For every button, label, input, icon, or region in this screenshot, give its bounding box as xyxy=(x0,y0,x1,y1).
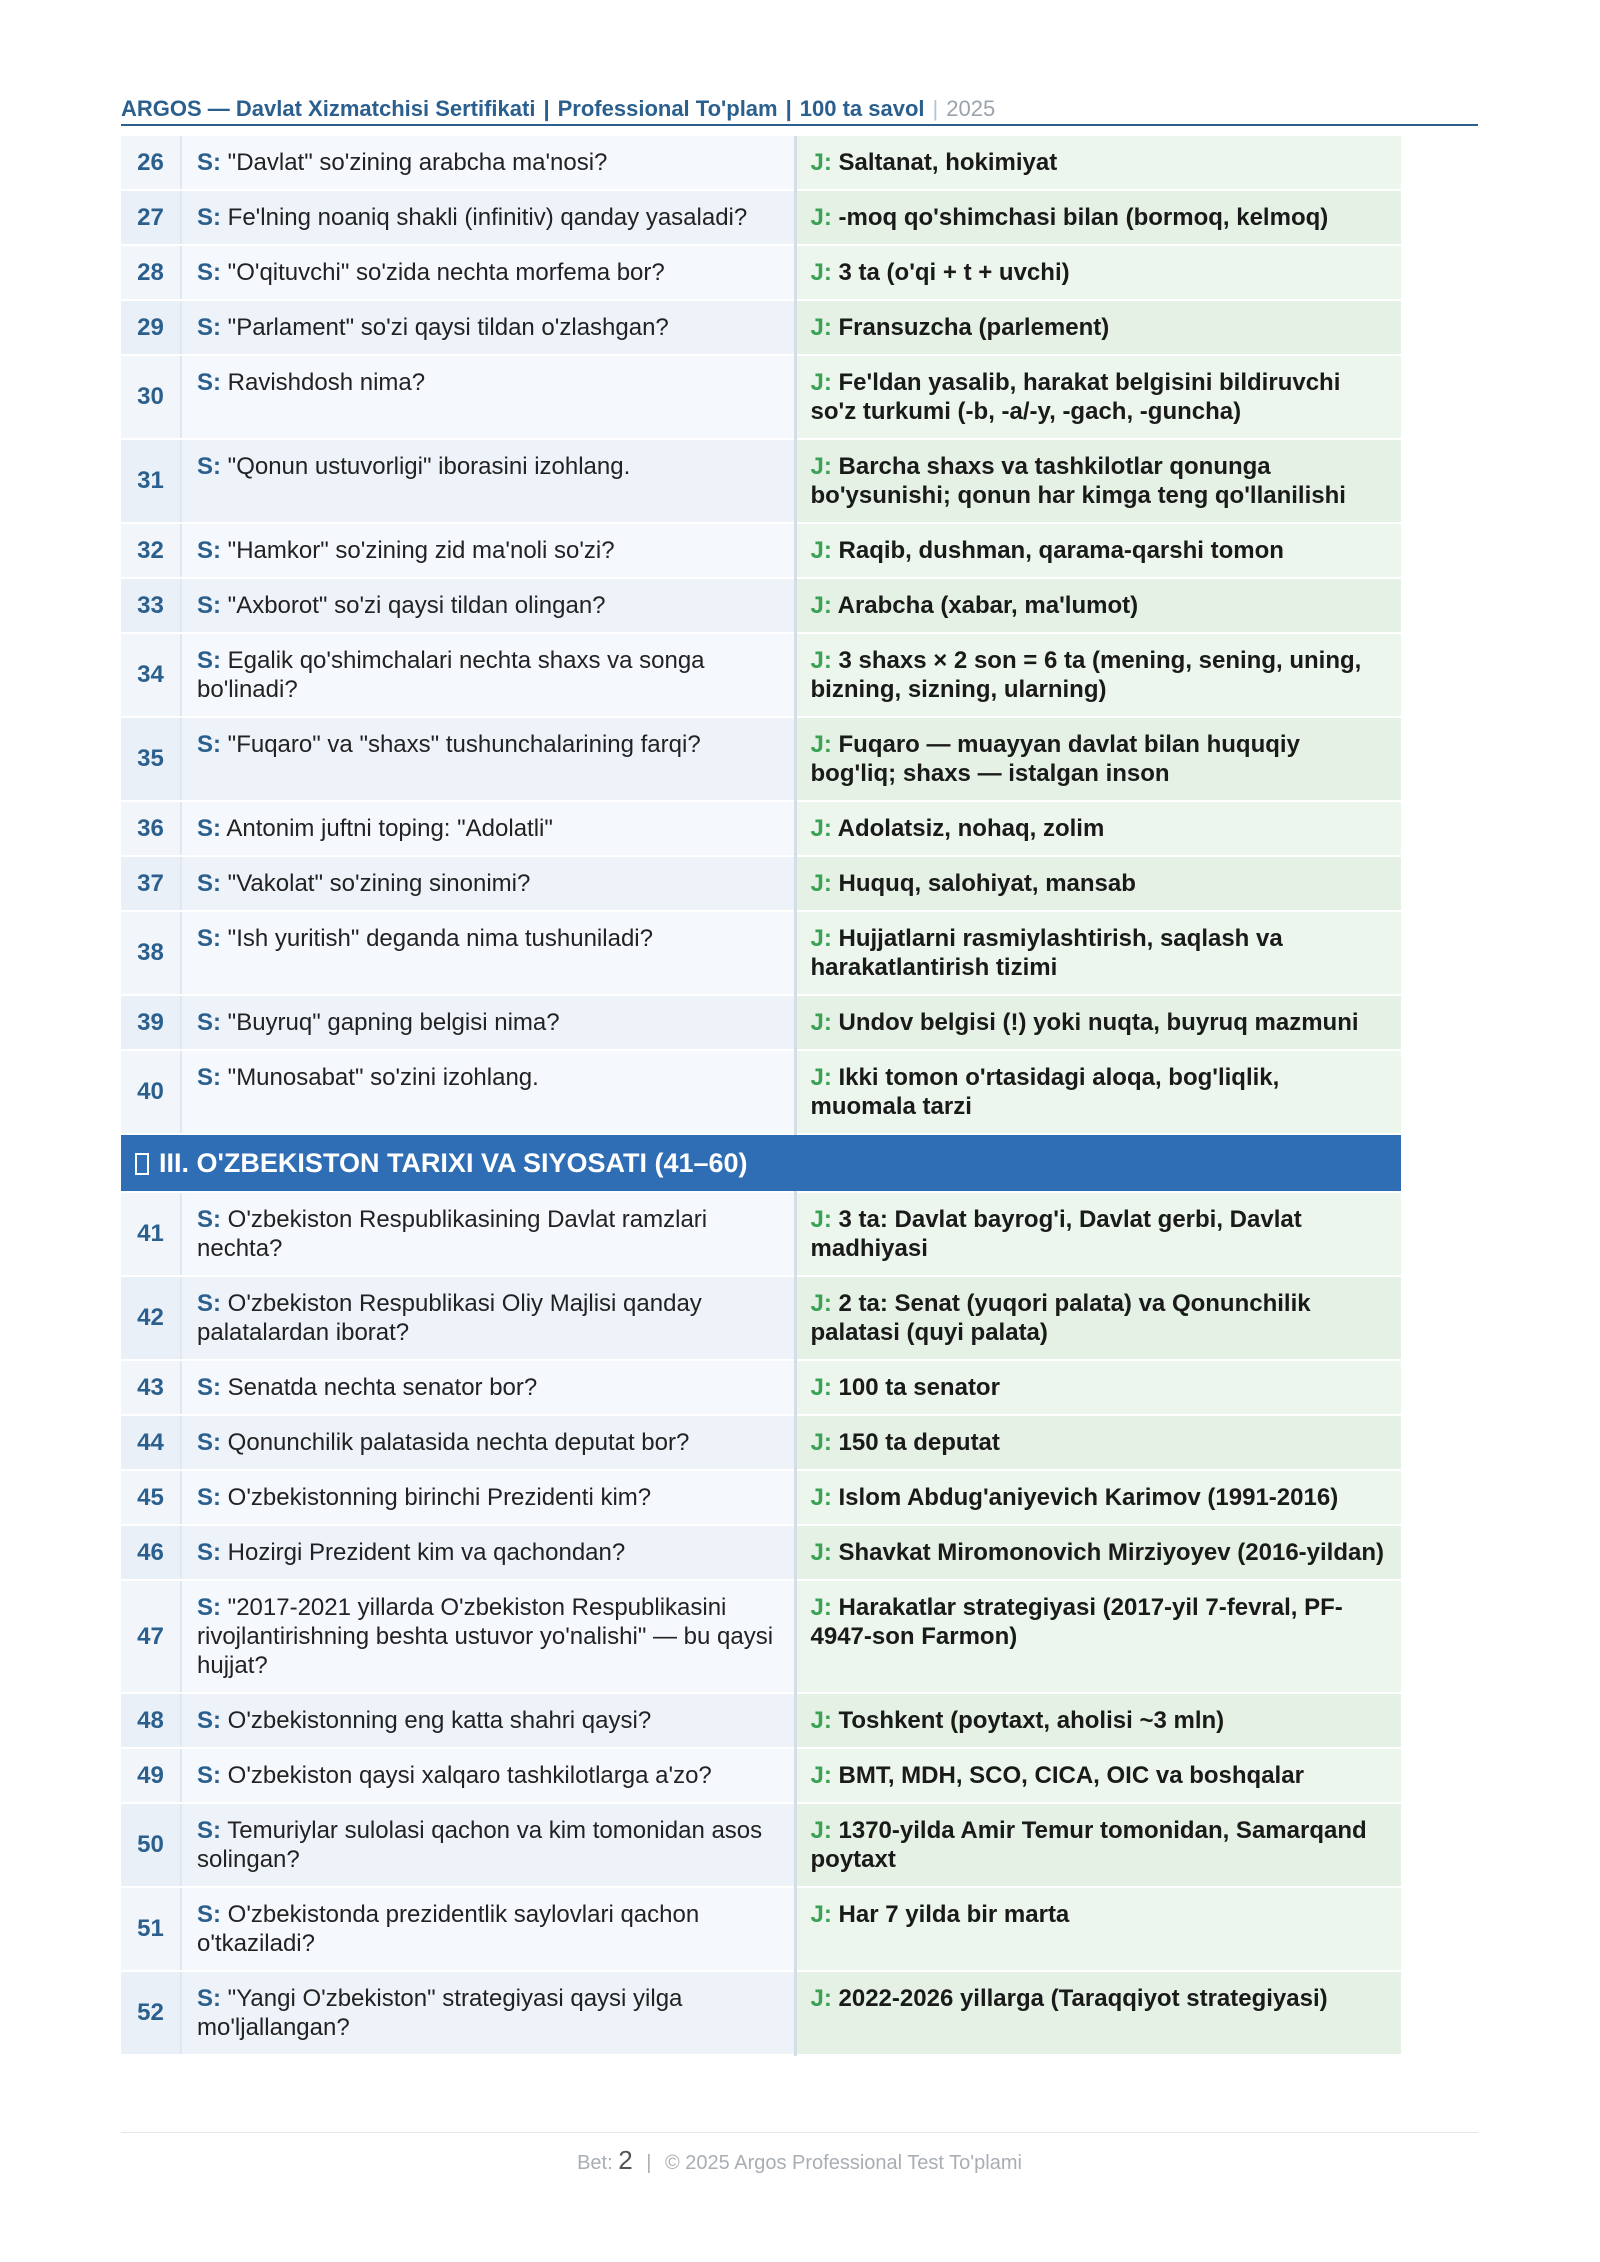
question-prefix: S: xyxy=(197,925,221,952)
question-prefix: S: xyxy=(197,149,221,176)
question-number: 29 xyxy=(121,300,181,355)
answer-prefix: J: xyxy=(810,369,832,396)
qa-row xyxy=(121,1050,1401,1134)
question-prefix: S: xyxy=(197,1206,221,1233)
qa-row xyxy=(121,1525,1401,1580)
question-text: Ravishdosh nima? xyxy=(227,369,426,396)
question-cell xyxy=(181,1803,795,1887)
question-number: 41 xyxy=(121,1192,181,1276)
answer-cell xyxy=(795,1887,1401,1971)
answer-text: 3 ta (o'qi + t + uvchi) xyxy=(838,259,1070,286)
answer-cell xyxy=(795,578,1401,633)
question-number: 32 xyxy=(121,523,181,578)
header-count: 100 ta savol xyxy=(799,96,925,121)
question-prefix: S: xyxy=(197,1762,221,1789)
question-prefix: S: xyxy=(197,592,221,619)
question-number: 39 xyxy=(121,995,181,1050)
question-number: 27 xyxy=(121,190,181,245)
question-cell xyxy=(181,856,795,911)
question-text: "Fuqaro" va "shaxs" tushunchalarining farqi? xyxy=(227,731,701,758)
section-block xyxy=(121,1134,1401,1192)
answer-prefix: J: xyxy=(810,1539,832,1566)
question-cell xyxy=(181,523,795,578)
answer-prefix: J: xyxy=(810,870,832,897)
question-cell xyxy=(181,633,795,717)
answer-cell xyxy=(795,911,1401,995)
question-text: Antonim juftni toping: "Adolatli" xyxy=(226,815,553,842)
answer-prefix: J: xyxy=(810,1594,832,1621)
question-text: "Davlat" so'zining arabcha ma'nosi? xyxy=(227,149,608,176)
question-number: 40 xyxy=(121,1050,181,1134)
answer-cell xyxy=(795,1693,1401,1748)
question-text: "Munosabat" so'zini izohlang. xyxy=(227,1064,539,1091)
answer-text: Arabcha (xabar, ma'lumot) xyxy=(837,592,1139,619)
qa-row xyxy=(121,801,1401,856)
question-cell xyxy=(181,245,795,300)
qa-row xyxy=(121,1887,1401,1971)
question-number: 51 xyxy=(121,1887,181,1971)
answer-prefix: J: xyxy=(810,149,832,176)
answer-text: 3 shaxs × 2 son = 6 ta (mening, sening, uning, bizning, sizning, ularning) xyxy=(810,647,1362,703)
question-prefix: S: xyxy=(197,314,221,341)
qa-row xyxy=(121,717,1401,801)
question-number: 47 xyxy=(121,1580,181,1693)
question-number: 34 xyxy=(121,633,181,717)
question-cell xyxy=(181,1525,795,1580)
answer-prefix: J: xyxy=(810,314,832,341)
answer-prefix: J: xyxy=(810,259,832,286)
answer-cell xyxy=(795,300,1401,355)
page-number: 2 xyxy=(618,2145,633,2175)
answer-cell xyxy=(795,1748,1401,1803)
question-number: 33 xyxy=(121,578,181,633)
answer-cell xyxy=(795,1415,1401,1470)
question-cell xyxy=(181,1192,795,1276)
answer-text: Fe'ldan yasalib, harakat belgisini bildiruvchi so'z turkumi (-b, -a/-y, -gach, -guncha) xyxy=(810,369,1341,425)
answer-prefix: J: xyxy=(810,1762,832,1789)
answer-text: 2 ta: Senat (yuqori palata) va Qonunchilik palatasi (quyi palata) xyxy=(810,1290,1311,1346)
question-prefix: S: xyxy=(197,1707,221,1734)
question-prefix: S: xyxy=(197,1429,221,1456)
question-text: Temuriylar sulolasi qachon va kim tomonidan asos solingan? xyxy=(197,1817,763,1873)
answer-text: Fuqaro — muayyan davlat bilan huquqiy bog'liq; shaxs — istalgan inson xyxy=(810,731,1300,787)
question-text: "Vakolat" so'zining sinonimi? xyxy=(227,870,531,897)
answer-prefix: J: xyxy=(810,815,832,842)
question-text: O'zbekistonning eng katta shahri qaysi? xyxy=(227,1707,652,1734)
question-text: Senatda nechta senator bor? xyxy=(227,1374,538,1401)
answer-prefix: J: xyxy=(810,1707,832,1734)
question-cell xyxy=(181,717,795,801)
qa-rows-part-1 xyxy=(121,136,1401,1134)
question-text: "Parlament" so'zi qaysi tildan o'zlashgan? xyxy=(227,314,669,341)
answer-cell xyxy=(795,801,1401,856)
answer-cell xyxy=(795,995,1401,1050)
question-number: 46 xyxy=(121,1525,181,1580)
answer-prefix: J: xyxy=(810,1901,832,1928)
answer-text: Toshkent (poytaxt, aholisi ~3 mln) xyxy=(838,1707,1225,1734)
question-text: Qonunchilik palatasida nechta deputat bor? xyxy=(227,1429,690,1456)
answer-cell xyxy=(795,1192,1401,1276)
question-text: O'zbekiston qaysi xalqaro tashkilotlarga a'zo? xyxy=(227,1762,712,1789)
section-box-icon xyxy=(135,1153,149,1175)
question-cell xyxy=(181,1887,795,1971)
question-number: 28 xyxy=(121,245,181,300)
answer-text: -moq qo'shimchasi bilan (bormoq, kelmoq) xyxy=(838,204,1329,231)
question-number: 30 xyxy=(121,355,181,439)
question-number: 45 xyxy=(121,1470,181,1525)
qa-row xyxy=(121,1580,1401,1693)
qa-row xyxy=(121,578,1401,633)
question-text: "2017-2021 yillarda O'zbekiston Respublikasini rivojlantirishning beshta ustuvor yo'nalishi" — bu qaysi hujjat? xyxy=(197,1594,774,1679)
question-prefix: S: xyxy=(197,1817,221,1844)
question-number: 42 xyxy=(121,1276,181,1360)
answer-text: Raqib, dushman, qarama-qarshi tomon xyxy=(838,537,1284,564)
answer-text: Huquq, salohiyat, mansab xyxy=(838,870,1136,897)
answer-text: Islom Abdug'aniyevich Karimov (1991-2016) xyxy=(838,1484,1339,1511)
qa-row xyxy=(121,355,1401,439)
answer-cell xyxy=(795,1050,1401,1134)
answer-text: Hujjatlarni rasmiylashtirish, saqlash va harakatlantirish tizimi xyxy=(810,925,1283,981)
answer-text: Har 7 yilda bir marta xyxy=(838,1901,1070,1928)
question-number: 35 xyxy=(121,717,181,801)
question-prefix: S: xyxy=(197,1901,221,1928)
answer-prefix: J: xyxy=(810,1064,832,1091)
question-cell xyxy=(181,1693,795,1748)
answer-text: 2022-2026 yillarga (Taraqqiyot strategiyasi) xyxy=(838,1985,1328,2012)
question-cell xyxy=(181,1470,795,1525)
question-cell xyxy=(181,1415,795,1470)
question-prefix: S: xyxy=(197,815,221,842)
footer-label: Bet: xyxy=(577,2152,613,2174)
question-text: O'zbekistonda prezidentlik saylovlari qachon o'tkaziladi? xyxy=(197,1901,700,1957)
page-footer xyxy=(121,2132,1478,2176)
qa-row xyxy=(121,190,1401,245)
header-brand: ARGOS — Davlat Xizmatchisi Sertifikati xyxy=(121,96,536,121)
answer-cell xyxy=(795,245,1401,300)
answer-text: 1370-yilda Amir Temur tomonidan, Samarqand poytaxt xyxy=(810,1817,1367,1873)
answer-cell xyxy=(795,1971,1401,2055)
footer-copyright: © 2025 Argos Professional Test To'plami xyxy=(665,2152,1022,2174)
qa-row xyxy=(121,1415,1401,1470)
question-cell xyxy=(181,190,795,245)
question-cell xyxy=(181,1360,795,1415)
answer-cell xyxy=(795,1525,1401,1580)
header-separator: | xyxy=(932,96,939,121)
question-text: "Hamkor" so'zining zid ma'noli so'zi? xyxy=(227,537,615,564)
answer-cell xyxy=(795,523,1401,578)
answer-text: 150 ta deputat xyxy=(838,1429,1000,1456)
question-cell xyxy=(181,136,795,190)
answer-prefix: J: xyxy=(810,204,832,231)
answer-cell xyxy=(795,1360,1401,1415)
answer-cell xyxy=(795,1580,1401,1693)
answer-prefix: J: xyxy=(810,731,832,758)
answer-text: 3 ta: Davlat bayrog'i, Davlat gerbi, Davlat madhiyasi xyxy=(810,1206,1302,1262)
question-text: "Yangi O'zbekiston" strategiyasi qaysi yilga mo'ljallangan? xyxy=(197,1985,683,2041)
answer-prefix: J: xyxy=(810,1290,832,1317)
answer-cell xyxy=(795,633,1401,717)
qa-row xyxy=(121,136,1401,190)
question-text: O'zbekiston Respublikasining Davlat ramzlari nechta? xyxy=(197,1206,708,1262)
answer-text: 100 ta senator xyxy=(838,1374,1000,1401)
footer-separator: | xyxy=(646,2152,652,2174)
question-cell xyxy=(181,439,795,523)
qa-row xyxy=(121,439,1401,523)
question-text: O'zbekistonning birinchi Prezidenti kim? xyxy=(227,1484,652,1511)
question-number: 38 xyxy=(121,911,181,995)
question-cell xyxy=(181,995,795,1050)
question-cell xyxy=(181,1276,795,1360)
question-text: "Axborot" so'zi qaysi tildan olingan? xyxy=(227,592,606,619)
question-number: 49 xyxy=(121,1748,181,1803)
question-number: 37 xyxy=(121,856,181,911)
question-cell xyxy=(181,355,795,439)
question-text: Egalik qo'shimchalari nechta shaxs va songa bo'linadi? xyxy=(197,647,705,703)
question-prefix: S: xyxy=(197,259,221,286)
question-number: 50 xyxy=(121,1803,181,1887)
question-prefix: S: xyxy=(197,204,221,231)
qa-row xyxy=(121,523,1401,578)
qa-row xyxy=(121,1360,1401,1415)
question-prefix: S: xyxy=(197,369,221,396)
question-number: 43 xyxy=(121,1360,181,1415)
answer-prefix: J: xyxy=(810,1484,832,1511)
question-prefix: S: xyxy=(197,1290,221,1317)
answer-prefix: J: xyxy=(810,592,832,619)
section-title: III. O'ZBEKISTON TARIXI VA SIYOSATI (41–60) xyxy=(159,1147,748,1178)
question-number: 31 xyxy=(121,439,181,523)
section-header-row xyxy=(121,1134,1401,1192)
question-text: Hozirgi Prezident kim va qachondan? xyxy=(227,1539,626,1566)
answer-prefix: J: xyxy=(810,1206,832,1233)
qa-row xyxy=(121,633,1401,717)
answer-text: BMT, MDH, SCO, CICA, OIC va boshqalar xyxy=(838,1762,1304,1789)
question-cell xyxy=(181,911,795,995)
question-number: 44 xyxy=(121,1415,181,1470)
question-number: 26 xyxy=(121,136,181,190)
answer-cell xyxy=(795,856,1401,911)
question-text: "O'qituvchi" so'zida nechta morfema bor? xyxy=(227,259,665,286)
question-prefix: S: xyxy=(197,731,221,758)
answer-cell xyxy=(795,355,1401,439)
header-separator: | xyxy=(543,96,550,121)
answer-text: Adolatsiz, nohaq, zolim xyxy=(837,815,1105,842)
answer-cell xyxy=(795,1276,1401,1360)
qa-row xyxy=(121,911,1401,995)
answer-prefix: J: xyxy=(810,647,832,674)
answer-cell xyxy=(795,190,1401,245)
question-number: 52 xyxy=(121,1971,181,2055)
question-prefix: S: xyxy=(197,1064,221,1091)
question-prefix: S: xyxy=(197,1484,221,1511)
answer-prefix: J: xyxy=(810,453,832,480)
answer-prefix: J: xyxy=(810,1817,832,1844)
answer-prefix: J: xyxy=(810,1009,832,1036)
answer-text: Saltanat, hokimiyat xyxy=(838,149,1058,176)
section-header xyxy=(121,1134,1401,1192)
header-year: 2025 xyxy=(946,96,996,121)
answer-prefix: J: xyxy=(810,1429,832,1456)
qa-row xyxy=(121,1693,1401,1748)
qa-row xyxy=(121,1971,1401,2055)
question-cell xyxy=(181,300,795,355)
question-text: O'zbekiston Respublikasi Oliy Majlisi qanday palatalardan iborat? xyxy=(197,1290,702,1346)
answer-text: Shavkat Miromonovich Mirziyoyev (2016-yildan) xyxy=(838,1539,1385,1566)
answer-cell xyxy=(795,1803,1401,1887)
question-cell xyxy=(181,578,795,633)
question-prefix: S: xyxy=(197,453,221,480)
question-text: "Qonun ustuvorligi" iborasini izohlang. xyxy=(227,453,631,480)
answer-text: Fransuzcha (parlement) xyxy=(838,314,1110,341)
question-prefix: S: xyxy=(197,1539,221,1566)
qa-row xyxy=(121,1192,1401,1276)
qa-row xyxy=(121,856,1401,911)
question-prefix: S: xyxy=(197,870,221,897)
question-cell xyxy=(181,1050,795,1134)
question-number: 36 xyxy=(121,801,181,856)
answer-prefix: J: xyxy=(810,925,832,952)
header-separator: | xyxy=(785,96,792,121)
question-number: 48 xyxy=(121,1693,181,1748)
answer-prefix: J: xyxy=(810,537,832,564)
question-text: Fe'lning noaniq shakli (infinitiv) qanday yasaladi? xyxy=(227,204,748,231)
qa-rows-part-2 xyxy=(121,1192,1401,2055)
answer-cell xyxy=(795,136,1401,190)
question-prefix: S: xyxy=(197,1009,221,1036)
question-prefix: S: xyxy=(197,537,221,564)
answer-text: Harakatlar strategiyasi (2017-yil 7-fevral, PF-4947-son Farmon) xyxy=(810,1594,1343,1650)
answer-prefix: J: xyxy=(810,1374,832,1401)
answer-cell xyxy=(795,717,1401,801)
answer-text: Ikki tomon o'rtasidagi aloqa, bog'liqlik, muomala tarzi xyxy=(810,1064,1280,1120)
question-text: "Ish yuritish" deganda nima tushuniladi? xyxy=(227,925,653,952)
qa-row xyxy=(121,1748,1401,1803)
qa-row xyxy=(121,300,1401,355)
qa-row xyxy=(121,1470,1401,1525)
answer-cell xyxy=(795,1470,1401,1525)
question-prefix: S: xyxy=(197,647,221,674)
qa-row xyxy=(121,245,1401,300)
question-cell xyxy=(181,1971,795,2055)
answer-text: Barcha shaxs va tashkilotlar qonunga bo'ysunishi; qonun har kimga teng qo'llanilishi xyxy=(810,453,1346,509)
answer-prefix: J: xyxy=(810,1985,832,2012)
question-prefix: S: xyxy=(197,1594,221,1621)
question-cell xyxy=(181,1748,795,1803)
qa-row xyxy=(121,995,1401,1050)
question-prefix: S: xyxy=(197,1374,221,1401)
qa-row xyxy=(121,1276,1401,1360)
header-collection: Professional To'plam xyxy=(557,96,778,121)
page-header xyxy=(121,94,1478,126)
qa-table xyxy=(121,136,1401,2056)
question-text: "Buyruq" gapning belgisi nima? xyxy=(227,1009,560,1036)
answer-cell xyxy=(795,439,1401,523)
answer-text: Undov belgisi (!) yoki nuqta, buyruq mazmuni xyxy=(838,1009,1359,1036)
question-cell xyxy=(181,1580,795,1693)
qa-row xyxy=(121,1803,1401,1887)
question-cell xyxy=(181,801,795,856)
question-prefix: S: xyxy=(197,1985,221,2012)
